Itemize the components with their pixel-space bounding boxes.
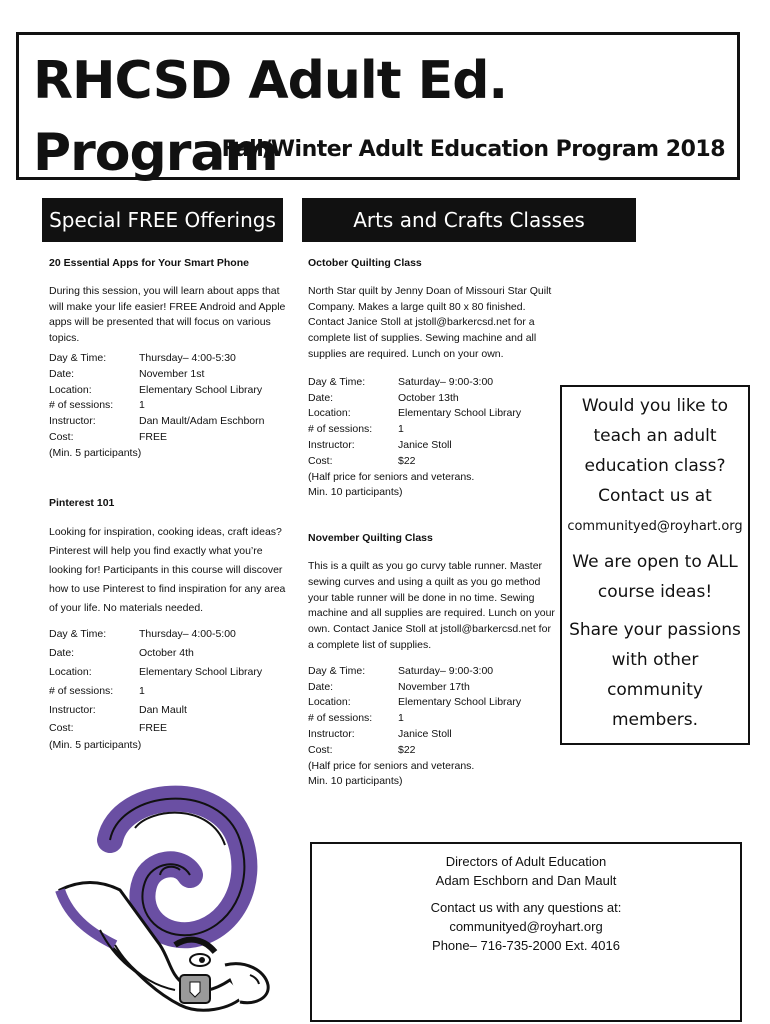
- detail-label: # of sessions:: [308, 423, 373, 436]
- detail-label: Instructor:: [308, 438, 355, 451]
- detail-row: [308, 422, 558, 438]
- detail-label: # of sessions:: [49, 684, 114, 697]
- detail-value: Dan Mault: [139, 703, 187, 716]
- detail-value: Thursday– 4:00-5:30: [139, 351, 236, 364]
- callout-line: Contact us at: [598, 486, 712, 506]
- detail-label: Location:: [49, 665, 92, 678]
- detail-value: 1: [139, 399, 145, 412]
- footer-email-link[interactable]: communityed@royhart.org: [449, 919, 603, 934]
- detail-label: Date:: [308, 391, 334, 404]
- detail-row: [49, 663, 289, 682]
- class-description: This is a quilt as you go curvy table runner. Master sewing curves and using a quilt as you go method your table runner will be done in no time. Sewing machine and all supplies are required. Lunch on your own. Contact Janice Stoll at jstoll@barkercsd.net for a complete list of supplies.: [308, 559, 555, 651]
- callout-line: with other: [611, 650, 699, 670]
- detail-row: [308, 391, 558, 407]
- detail-value: October 4th: [139, 647, 194, 660]
- detail-row: [49, 351, 289, 367]
- detail-value: 1: [398, 423, 404, 436]
- detail-row: [308, 454, 558, 470]
- detail-label: Cost:: [49, 430, 74, 443]
- callout-line: community: [607, 680, 703, 700]
- detail-value: FREE: [139, 722, 168, 735]
- detail-value: Janice Stoll: [398, 438, 452, 451]
- class-note: (Min. 5 participants): [49, 739, 142, 752]
- detail-row: [308, 743, 558, 759]
- class-title: Pinterest 101: [49, 496, 115, 509]
- detail-row: [308, 406, 558, 422]
- detail-label: Instructor:: [49, 415, 96, 428]
- detail-row: [308, 664, 558, 680]
- detail-row: [49, 701, 289, 720]
- detail-row: [308, 438, 558, 454]
- contact-line: Contact us with any questions at:: [430, 900, 622, 915]
- class-november-quilting: [308, 531, 558, 790]
- detail-value: Elementary School Library: [398, 407, 522, 420]
- class-note: Min. 10 participants): [308, 486, 403, 499]
- detail-value: Elementary School Library: [139, 383, 263, 396]
- detail-row: [49, 398, 289, 414]
- class-title: 20 Essential Apps for Your Smart Phone: [49, 257, 249, 269]
- directors-names: Adam Eschborn and Dan Mault: [435, 873, 617, 888]
- class-details: [308, 375, 558, 470]
- teach-callout-box: [560, 385, 750, 745]
- class-description: Looking for inspiration, cooking ideas, craft ideas? Pinterest will help you find exactly what you’re looking for! Participants in this course will discover how to use Pinterest to find inspiration for any area of your life. No materials needed.: [49, 526, 286, 614]
- callout-line: education class?: [584, 456, 726, 476]
- page-subtitle: Fall/Winter Adult Education Program 2018: [221, 137, 725, 162]
- page-title: RHCSD Adult Ed. Program: [33, 51, 508, 183]
- detail-label: Day & Time:: [49, 628, 107, 641]
- detail-label: Cost:: [308, 454, 333, 467]
- callout-line: teach an adult: [593, 426, 717, 446]
- detail-label: Date:: [49, 647, 75, 660]
- detail-value: Dan Mault/Adam Eschborn: [139, 415, 265, 428]
- directors-heading: Directors of Adult Education: [445, 854, 607, 869]
- detail-value: Elementary School Library: [398, 696, 522, 709]
- detail-value: $22: [398, 454, 416, 467]
- callout-line: members.: [611, 710, 699, 730]
- detail-row: [308, 680, 558, 696]
- detail-label: Location:: [49, 383, 92, 396]
- header-box: [16, 32, 740, 183]
- detail-value: $22: [398, 743, 416, 756]
- detail-label: # of sessions:: [49, 399, 114, 412]
- detail-value: 1: [398, 712, 404, 725]
- detail-label: Day & Time:: [49, 351, 107, 364]
- detail-value: November 1st: [139, 367, 205, 380]
- class-pinterest: [49, 496, 289, 754]
- detail-row: [49, 414, 289, 430]
- detail-row: [49, 644, 289, 663]
- middle-column: [308, 256, 558, 790]
- class-details: [308, 664, 558, 759]
- callout-line: We are open to ALL: [572, 552, 738, 572]
- callout-line: Share your passions: [569, 620, 741, 640]
- detail-value: October 13th: [398, 391, 459, 404]
- detail-row: [308, 695, 558, 711]
- detail-label: Day & Time:: [308, 375, 366, 388]
- detail-label: Location:: [308, 407, 351, 420]
- class-details: [49, 625, 289, 738]
- detail-value: Elementary School Library: [139, 665, 263, 678]
- detail-row: [49, 625, 289, 644]
- class-title: October Quilting Class: [308, 257, 422, 269]
- detail-row: [308, 711, 558, 727]
- detail-value: FREE: [139, 430, 168, 443]
- class-apps: [49, 256, 289, 462]
- detail-label: Cost:: [308, 743, 333, 756]
- detail-value: Saturday– 9:00-3:00: [398, 375, 494, 388]
- detail-label: Cost:: [49, 722, 74, 735]
- detail-row: [49, 430, 289, 446]
- detail-value: November 17th: [398, 680, 470, 693]
- detail-label: Day & Time:: [308, 664, 366, 677]
- ram-mascot-logo-icon: [40, 770, 290, 1020]
- class-note: (Half price for seniors and veterans.: [308, 759, 475, 772]
- callout-line: course ideas!: [597, 582, 713, 602]
- class-note: Min. 10 participants): [308, 775, 403, 788]
- detail-value: Saturday– 9:00-3:00: [398, 664, 494, 677]
- class-note: (Half price for seniors and veterans.: [308, 470, 475, 483]
- callout-email-link[interactable]: communityed@royhart.org: [567, 519, 743, 534]
- footer-phone: Phone– 716-735-2000 Ext. 4016: [432, 938, 620, 953]
- detail-label: Date:: [308, 680, 334, 693]
- detail-row: [49, 682, 289, 701]
- detail-row: [308, 727, 558, 743]
- class-october-quilting: [308, 256, 558, 501]
- detail-label: # of sessions:: [308, 712, 373, 725]
- detail-row: [49, 367, 289, 383]
- footer-contact-box: [310, 842, 742, 1022]
- detail-value: 1: [139, 684, 145, 697]
- class-description: North Star quilt by Jenny Doan of Missouri Star Quilt Company. Makes a large quilt 80 x 80 finished. Contact Janice Stoll at jstoll@barkercsd.net for a complete list of supplies. Sewing machine and all supplies are required. Lunch on your own.: [308, 284, 552, 360]
- left-column: [49, 256, 289, 754]
- detail-label: Location:: [308, 696, 351, 709]
- detail-row: [308, 375, 558, 391]
- section-heading-free: Special FREE Offerings: [42, 198, 283, 242]
- class-note: (Min. 5 participants): [49, 446, 142, 459]
- section-heading-arts: Arts and Crafts Classes: [302, 198, 636, 242]
- detail-label: Instructor:: [49, 703, 96, 716]
- detail-label: Date:: [49, 367, 75, 380]
- detail-value: Janice Stoll: [398, 727, 452, 740]
- detail-value: Thursday– 4:00-5:00: [139, 628, 236, 641]
- class-details: [49, 351, 289, 446]
- class-title: November Quilting Class: [308, 532, 433, 545]
- detail-row: [49, 719, 289, 738]
- detail-row: [49, 383, 289, 399]
- class-description: During this session, you will learn about apps that will make your life easier! FREE Android and Apple apps will be presented that will focus on various topics.: [49, 284, 286, 345]
- detail-label: Instructor:: [308, 727, 355, 740]
- callout-line: Would you like to: [581, 396, 729, 416]
